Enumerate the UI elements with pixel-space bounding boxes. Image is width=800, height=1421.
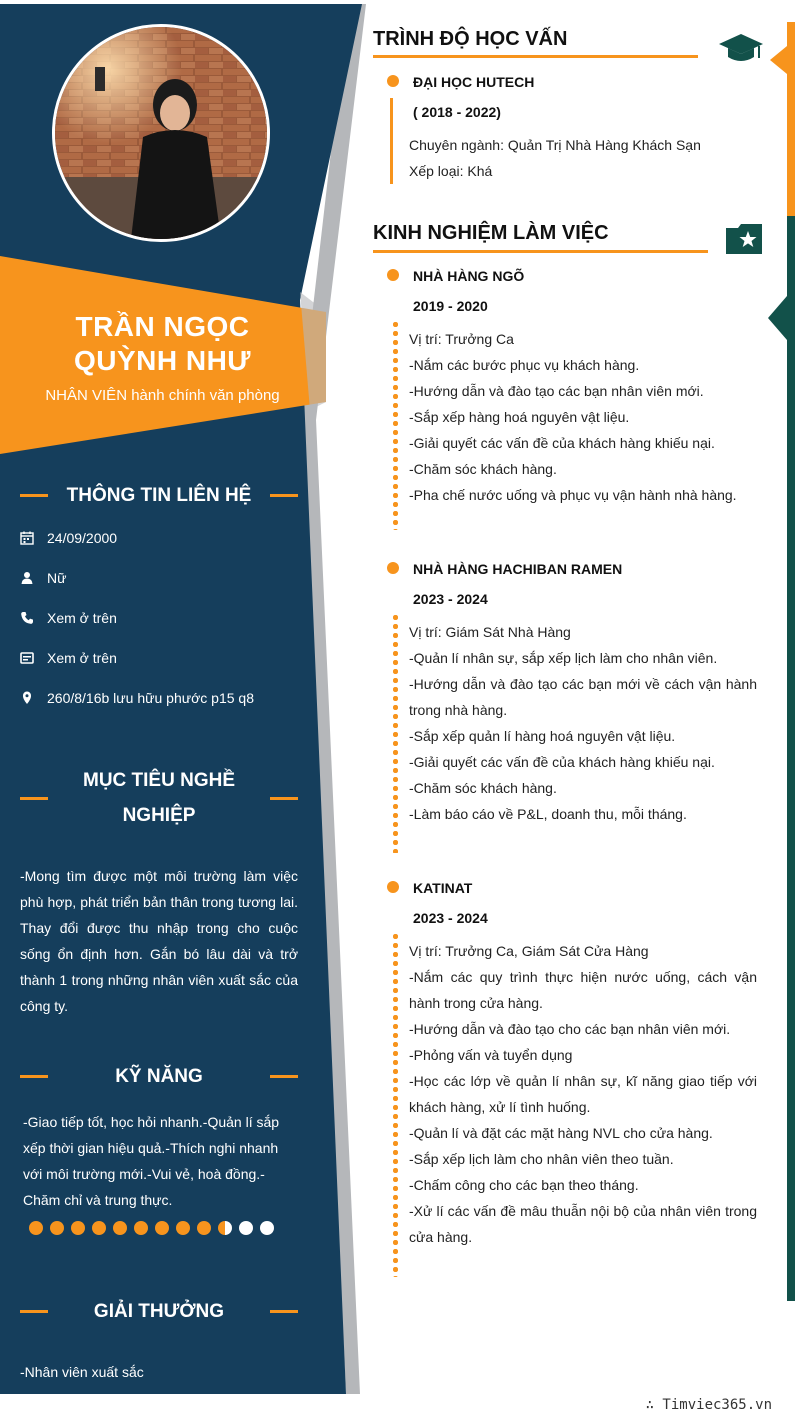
heading-dash-left — [20, 494, 48, 497]
education-timeline-bar — [390, 98, 393, 184]
job-company: NHÀ HÀNG HACHIBAN RAMEN — [413, 561, 623, 577]
skill-rating-dot — [50, 1221, 64, 1235]
job-description: Vị trí: Giám Sát Nhà Hàng -Quản lí nhân sự, sắp xếp lịch làm cho nhân viên. -Hướng dẫn và đào tạo các bạn mới về cách vận hành trong nhà hàng. -Sắp xếp quản lí hàng hoá nguyên vật liệu. -Giải quyết các vấn đề của khách hàng khiếu nại. -Chăm sóc khách hàng. -Làm báo cáo về P&L, doanh thu, mỗi tháng. — [409, 624, 757, 822]
location-icon — [20, 691, 47, 705]
skill-rating-dot — [155, 1221, 169, 1235]
heading-dash-left — [20, 1075, 48, 1078]
job-description: Vị trí: Trưởng Ca, Giám Sát Cửa Hàng -Nắm các quy trình thực hiện nước uống, cách vận hành trong cửa hàng. -Hướng dẫn và đào tạo cho các bạn nhân viên mới. -Phỏng vấn và tuyển dụng -Học các lớp về quản lí nhân sự, kĩ năng giao tiếp với khách hàng, xử lí tình huống. -Quản lí và đặt các mặt hàng NVL cho cửa hàng. -Sắp xếp lịch làm cho nhân viên theo tuần. -Chấm công cho các bạn theo tháng. -Xử lí các vấn đề mâu thuẫn nội bộ của nhân viên trong cửa hàng. — [409, 943, 757, 1245]
job-company: NHÀ HÀNG NGÕ — [413, 268, 525, 284]
skill-rating-dot — [218, 1221, 232, 1235]
email-icon — [20, 651, 47, 665]
job-years: 2023 - 2024 — [413, 591, 488, 607]
avatar — [52, 24, 270, 242]
education-years: ( 2018 - 2022) — [413, 104, 501, 120]
job-timeline-dots — [393, 320, 398, 530]
contact-heading: THÔNG TIN LIÊN HỆ — [20, 478, 298, 513]
skill-rating-dot — [239, 1221, 253, 1235]
skill-rating-dot — [260, 1221, 274, 1235]
education-major: Chuyên ngành: Quản Trị Nhà Hàng Khách Sạn — [409, 137, 701, 153]
graduation-cap-icon — [718, 32, 764, 69]
job-bullet — [387, 881, 399, 893]
folder-star-icon — [724, 222, 764, 261]
job-company: KATINAT — [413, 880, 473, 896]
education-grade: Xếp loại: Khá — [409, 163, 493, 179]
heading-dash-right — [270, 494, 298, 497]
contact-gender: Nữ — [20, 570, 66, 586]
contact-birthday: 24/09/2000 — [20, 530, 117, 546]
job-bullet — [387, 269, 399, 281]
education-bullet — [387, 75, 399, 87]
job-years: 2019 - 2020 — [413, 298, 488, 314]
skill-rating-dot — [29, 1221, 43, 1235]
job-title: NHÂN VIÊN hành chính văn phòng — [45, 387, 280, 404]
skill-rating-dot — [134, 1221, 148, 1235]
skills-heading: KỸ NĂNG — [20, 1059, 298, 1094]
contact-address: 260/8/16b lưu hữu phước p15 q8 — [20, 690, 254, 706]
awards-text: -Nhân viên xuất sắc — [20, 1364, 144, 1380]
education-underline — [373, 55, 698, 58]
contact-email: Xem ở trên — [20, 650, 117, 666]
job-timeline-dots — [393, 932, 398, 1277]
skills-text: -Giao tiếp tốt, học hỏi nhanh.-Quản lí sắp xếp thời gian hiệu quả.-Thích nghi nhanh với môi trường mới.-Vui vẻ, hoà đồng.-Chăm chỉ và trung thực. — [23, 1114, 280, 1208]
objective-heading: MỤC TIÊU NGHỀ NGHIỆP — [20, 763, 298, 833]
heading-dash-left — [20, 1310, 48, 1313]
job-description: Vị trí: Trưởng Ca -Nắm các bước phục vụ khách hàng. -Hướng dẫn và đào tạo các bạn nhân viên mới. -Sắp xếp hàng hoá nguyên vật liệu. -Giải quyết các vấn đề của khách hàng khiếu nại. -Chăm sóc khách hàng. -Pha chế nước uống và phục vụ vận hành nhà hàng. — [409, 331, 737, 503]
skill-rating-dot — [197, 1221, 211, 1235]
education-heading: TRÌNH ĐỘ HỌC VẤN — [373, 28, 568, 50]
skill-rating-dot — [92, 1221, 106, 1235]
experience-underline — [373, 250, 708, 253]
heading-dash-right — [270, 1075, 298, 1078]
heading-dash-right — [270, 1310, 298, 1313]
job-timeline-dots — [393, 613, 398, 853]
objective-text: -Mong tìm được một môi trường làm việc phù hợp, phát triển bản thân trong tương lai. Thay đổi được thu nhập trong cho cuộc sống ổn định hơn. Gắn bó lâu dài và trở thành 1 trong những nhân viên xuất sắc của công ty. — [20, 868, 298, 1014]
phone-icon — [20, 611, 47, 625]
site-watermark[interactable]: ∴ Timviec365.vn — [645, 1397, 772, 1413]
education-school: ĐẠI HỌC HUTECH — [413, 74, 535, 90]
skill-rating-dot — [71, 1221, 85, 1235]
education-details — [409, 132, 757, 184]
calendar-icon — [20, 531, 47, 545]
skill-rating-dot — [113, 1221, 127, 1235]
user-icon — [20, 571, 47, 585]
experience-heading: KINH NGHIỆM LÀM VIỆC — [373, 222, 609, 244]
heading-dash-right — [270, 797, 298, 800]
skill-rating — [29, 1221, 274, 1235]
heading-dash-left — [20, 797, 48, 800]
skill-rating-dot — [176, 1221, 190, 1235]
job-bullet — [387, 562, 399, 574]
contact-phone: Xem ở trên — [20, 610, 117, 626]
job-years: 2023 - 2024 — [413, 910, 488, 926]
awards-heading: GIẢI THƯỞNG — [20, 1294, 298, 1329]
candidate-name: TRẦN NGỌC QUỲNH NHƯ — [73, 311, 252, 376]
